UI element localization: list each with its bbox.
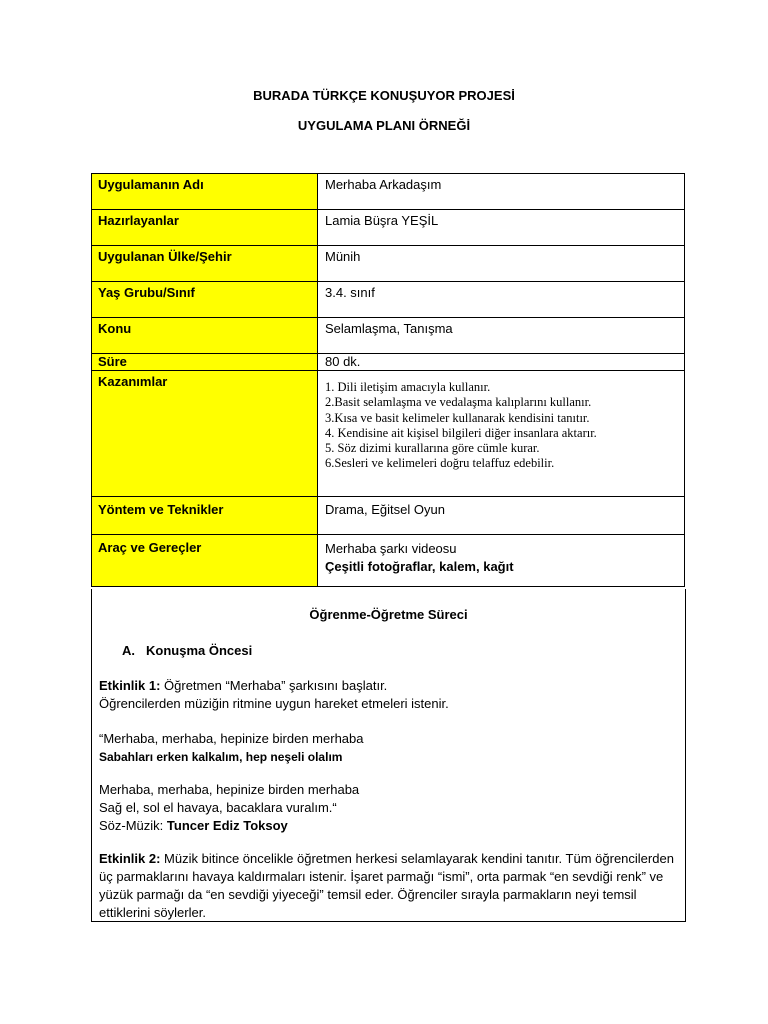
section-number: A.	[122, 643, 135, 658]
activity-text: Öğrencilerden müziğin ritmine uygun hareket etmeleri istenir.	[99, 696, 449, 711]
row-value	[318, 535, 685, 587]
row-value: Selamlaşma, Tanışma	[318, 318, 685, 354]
row-label: Yaş Grubu/Sınıf	[92, 282, 318, 318]
row-label: Süre	[92, 354, 318, 371]
table-row	[92, 246, 685, 282]
list-item: 2.Basit selamlaşma ve vedalaşma kalıplarını kullanır.	[325, 395, 592, 410]
list-item: 5. Söz dizimi kurallarına göre cümle kurar.	[325, 441, 540, 456]
song-lyrics-2	[99, 781, 679, 835]
lyric-line: Merhaba, merhaba, hepinize birden merhaba	[99, 782, 360, 797]
activity-1	[99, 677, 679, 713]
lyric-line: Sabahları erken kalkalım, hep neşeli olalım	[99, 750, 343, 764]
list-item: 4. Kendisine ait kişisel bilgileri diğer insanlara aktarır.	[325, 425, 597, 440]
plan-table	[91, 173, 685, 587]
row-label: Yöntem ve Teknikler	[92, 497, 318, 535]
row-value: Drama, Eğitsel Oyun	[318, 497, 685, 535]
lyric-line: “Merhaba, merhaba, hepinize birden merhaba	[99, 731, 364, 746]
table-row	[92, 497, 685, 535]
table-row	[92, 282, 685, 318]
table-row	[92, 210, 685, 246]
row-label: Uygulamanın Adı	[92, 174, 318, 210]
learning-process-box	[91, 589, 686, 922]
document-subtitle: UYGULAMA PLANI ÖRNEĞİ	[297, 118, 471, 133]
process-heading: Öğrenme-Öğretme Süreci	[309, 607, 468, 622]
row-value: 80 dk.	[318, 354, 685, 371]
row-value: 3.4. sınıf	[318, 282, 685, 318]
table-row	[92, 318, 685, 354]
row-value: Lamia Büşra YEŞİL	[318, 210, 685, 246]
row-value: Merhaba Arkadaşım	[318, 174, 685, 210]
tool-line: Merhaba şarkı videosu	[325, 541, 457, 556]
row-value: Münih	[318, 246, 685, 282]
activity-label: Etkinlik 1:	[99, 678, 161, 693]
activity-label: Etkinlik 2:	[99, 851, 161, 866]
credit-value: Tuncer Ediz Toksoy	[163, 818, 288, 833]
song-lyrics	[99, 730, 679, 766]
table-row	[92, 174, 685, 210]
row-label: Hazırlayanlar	[92, 210, 318, 246]
table-row	[92, 354, 685, 371]
list-item: 1. Dili iletişim amacıyla kullanır.	[325, 380, 491, 394]
kazanimlar-list	[318, 371, 685, 497]
project-title: BURADA TÜRKÇE KONUŞUYOR PROJESİ	[253, 88, 515, 103]
tool-line: Çeşitli fotoğraflar, kalem, kağıt	[325, 559, 514, 574]
lyric-line: Sağ el, sol el havaya, bacaklara vuralım.“	[99, 800, 337, 815]
row-label: Araç ve Gereçler	[92, 535, 318, 587]
activity-text: Öğretmen “Merhaba” şarkısını başlatır.	[160, 678, 388, 693]
table-row	[92, 535, 685, 587]
row-label: Konu	[92, 318, 318, 354]
list-item: 6.Sesleri ve kelimeleri doğru telaffuz edebilir.	[325, 456, 555, 471]
section-heading	[122, 643, 252, 658]
row-label: Uygulanan Ülke/Şehir	[92, 246, 318, 282]
list-item: 3.Kısa ve basit kelimeler kullanarak kendisini tanıtır.	[325, 410, 590, 425]
credit-label: Söz-Müzik:	[99, 818, 164, 833]
row-label: Kazanımlar	[92, 371, 318, 497]
activity-2	[99, 850, 679, 922]
table-row-kazanimlar	[92, 371, 685, 497]
activity-text: Müzik bitince öncelikle öğretmen herkesi selamlayarak kendini tanıtır. Tüm öğrencilerden üç parmaklarını havaya kaldırmaları istenir. İşaret parmağı “ismi”, orta parmak “en sevdiği renk” ve yüzük parmağı da “en sevdiği yiyeceği” temsil eder. Öğrenciler sırayla parmakların neyi temsil ettiklerini söylerler.	[99, 851, 674, 920]
section-title: Konuşma Öncesi	[146, 643, 253, 658]
